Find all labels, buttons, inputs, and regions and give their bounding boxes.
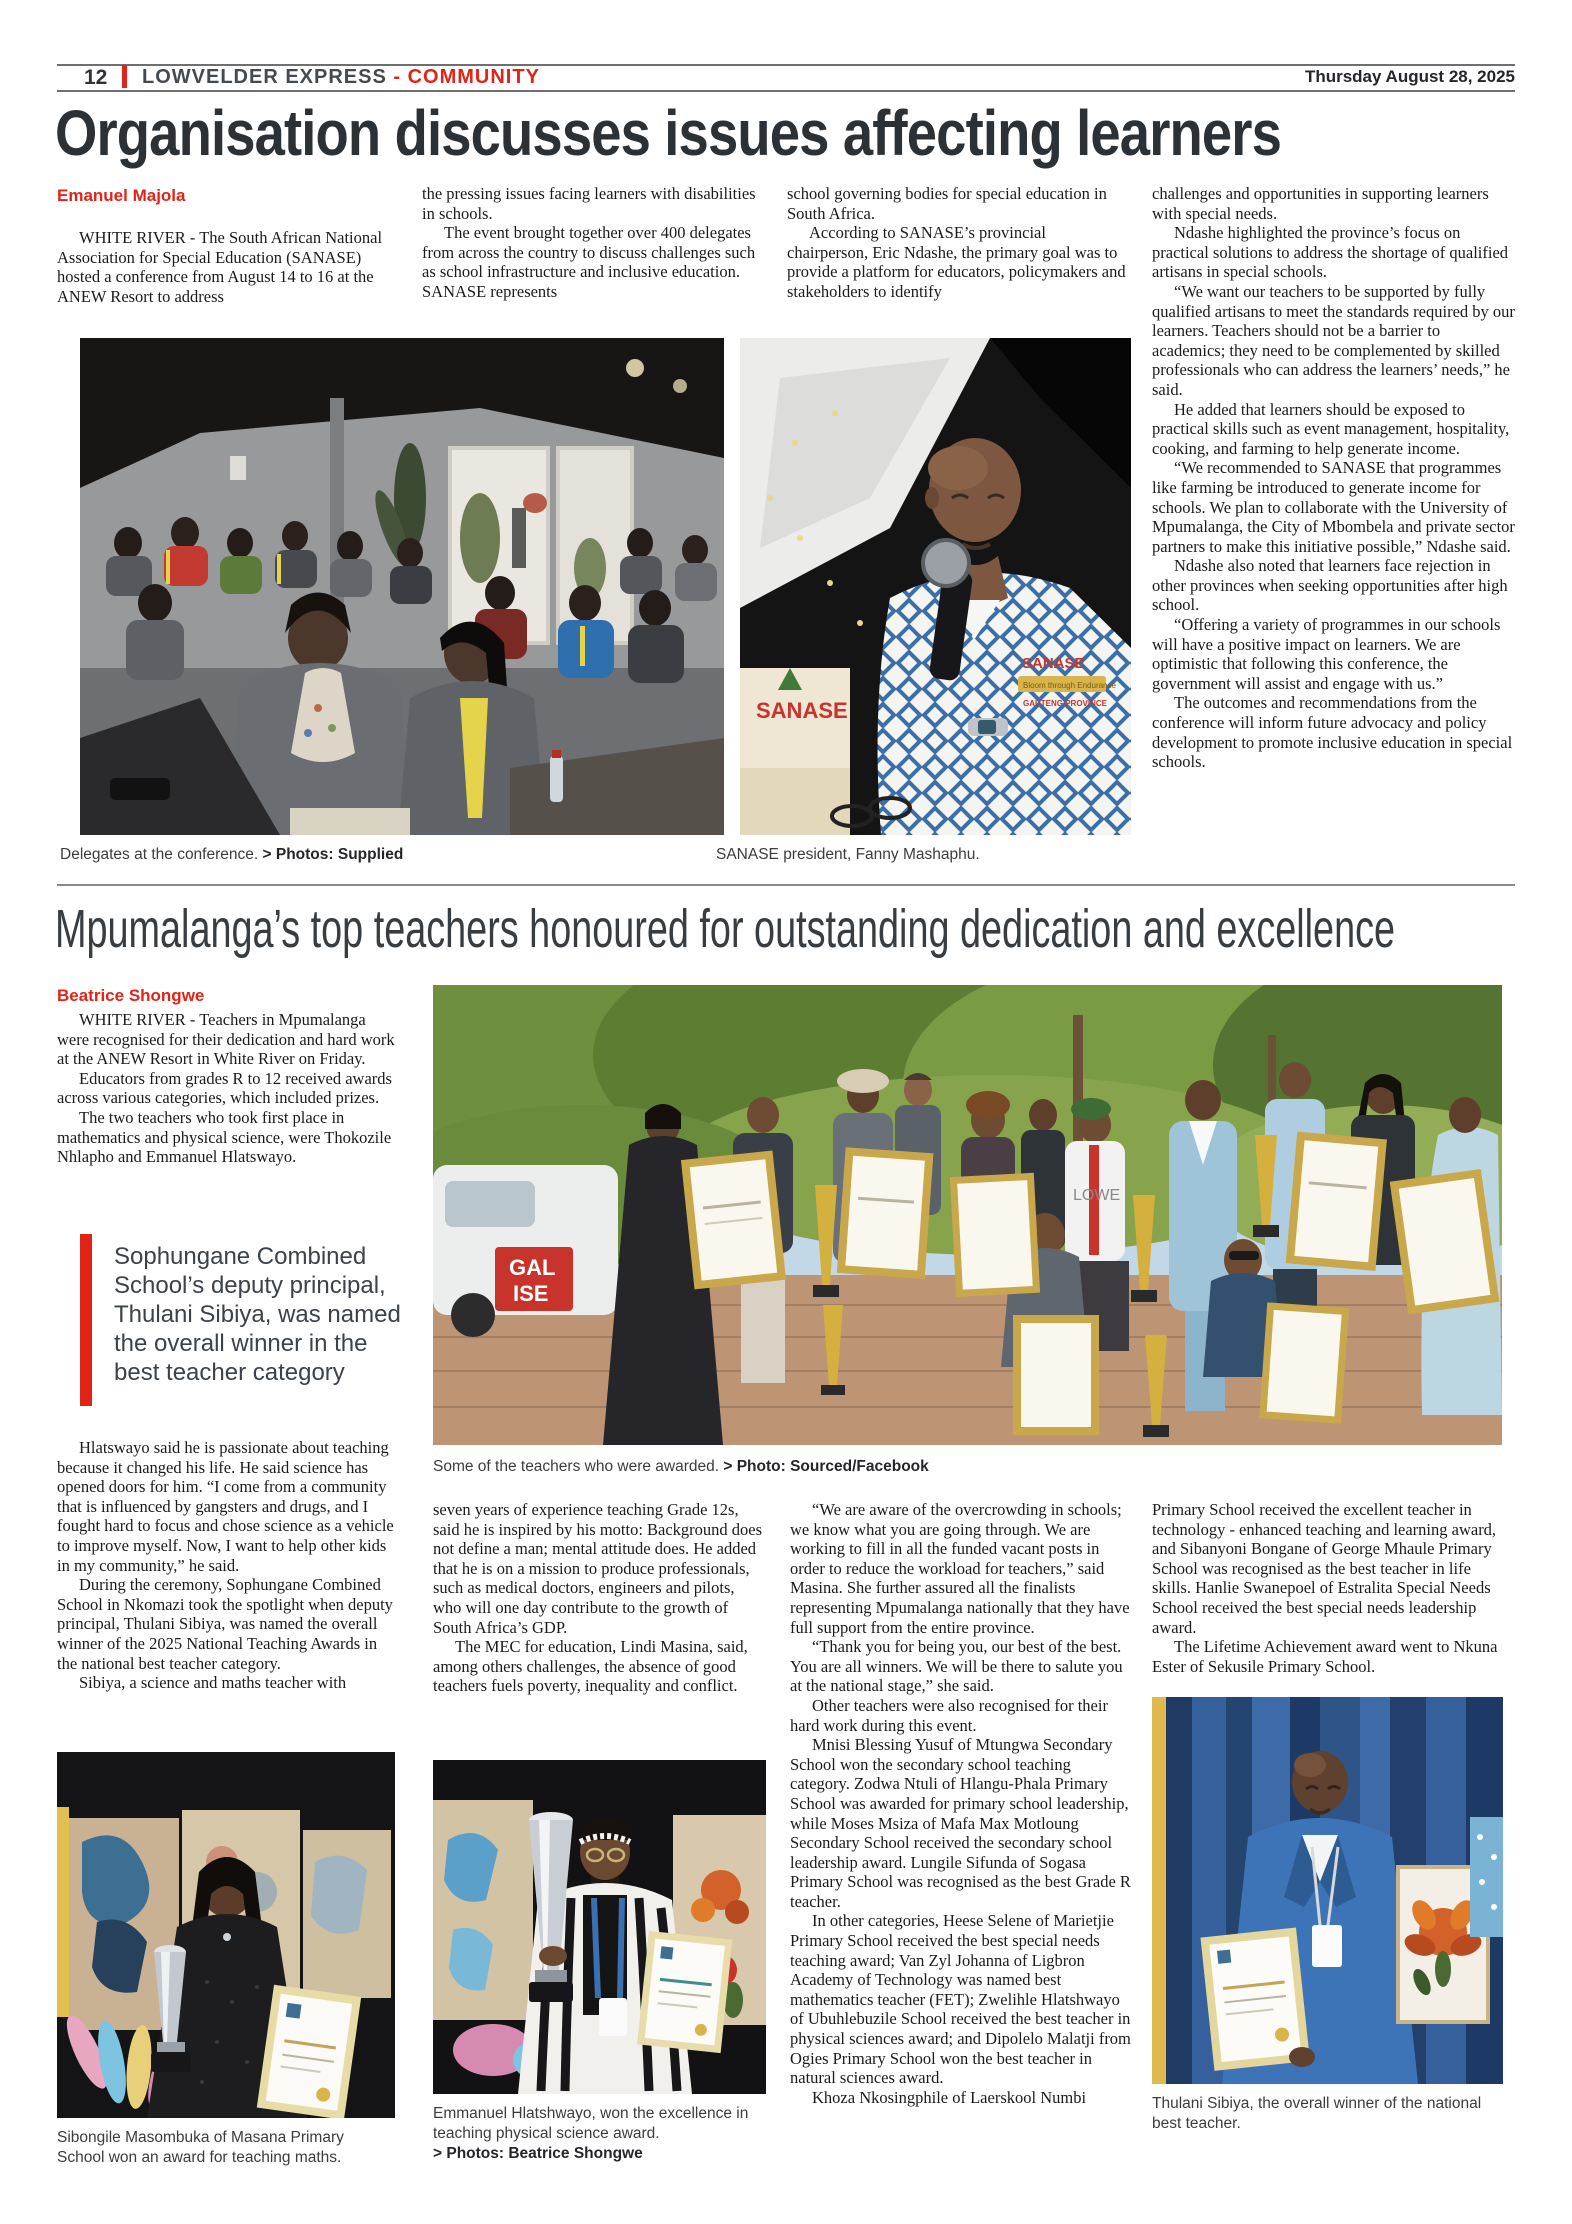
header-red-bar bbox=[122, 65, 127, 88]
sibongile-caption: Sibongile Masombuka of Masana Primary School won an award for teaching maths. bbox=[57, 2129, 344, 2166]
emmanuel-caption bbox=[433, 2104, 766, 2164]
article-separator-rule bbox=[57, 884, 1515, 886]
article2-byline: Beatrice Shongwe bbox=[57, 986, 205, 1005]
article2-column-1a: WHITE RIVER - Teachers in Mpumalanga were recognised for their dedication and hard work at the ANEW Resort in White River on Friday. Educators from grades R to 12 received awards across various categories, which included prizes. The two teachers who took first place in mathematics and physical science, were Thokozile Nhlapho and Emmanuel Hlatswayo. bbox=[57, 1010, 395, 1167]
awarded-teachers-group-photo bbox=[433, 985, 1502, 1445]
article1-photo2-caption: SANASE president, Fanny Mashaphu. bbox=[716, 846, 980, 863]
article1-column-3: school governing bodies for special education in South Africa. According to SANASE’s provincial chairperson, Eric Ndashe, the primary goal was to provide a platform for educators, policymakers and stakeholders to identify bbox=[787, 184, 1126, 301]
caption-text: Some of the teachers who were awarded. bbox=[433, 1458, 724, 1475]
emmanuel-hlatshwayo-photo bbox=[433, 1760, 766, 2094]
thulani-caption: Thulani Sibiya, the overall winner of the national best teacher. bbox=[1152, 2095, 1482, 2132]
pullquote-bar bbox=[80, 1234, 92, 1406]
sanase-banner-text: SANASE bbox=[756, 698, 848, 723]
car-sign-line2: ISE bbox=[513, 1281, 549, 1306]
caption-text: Emmanuel Hlatshwayo, won the excellence in teaching physical science award. bbox=[433, 2105, 749, 2142]
car-sign-line1: GAL bbox=[509, 1255, 556, 1280]
masthead-title: LOWVELDER EXPRESS bbox=[142, 66, 394, 88]
caption-credit: > Photos: Beatrice Shongwe bbox=[433, 2145, 643, 2162]
article2-column-1b: Hlatswayo said he is passionate about teaching because it changed his life. He said science has opened doors for him. “I come from a community that is influenced by gangsters and drugs, and I fought hard to focus and chose science as a vehicle to improve myself. Now, I want to help other kids in my community,” he said. During the ceremony, Sophungane Combined School in Nkomazi took the spotlight when deputy principal, Thulani Sibiya, was named the overall winner of the 2025 National Teaching Awards in the national best teacher category. Sibiya, a science and maths teacher with bbox=[57, 1438, 394, 1693]
pullquote: Sophungane Combined School’s deputy principal, Thulani Sibiya, was named the overall winner in the best teacher category bbox=[114, 1243, 401, 1386]
article1-column-1: WHITE RIVER - The South African National Association for Special Education (SANASE) hosted a conference from August 14 to 16 at the ANEW Resort to address bbox=[57, 228, 383, 306]
article1-column-4: challenges and opportunities in supporting learners with special needs. Ndashe highlighted the province’s focus on practical solutions to address the shortage of qualified artisans in special schools. “We want our teachers to be supported by fully qualified artisans to meet the standards required by our learners. Teachers should not be a barrier to academics; they need to be complemented by skilled professionals who can address the learners’ needs,” he said. He added that learners should be exposed to practical skills such as event management, hospitality, cooking, and farming to help generate income. “We recommended to SANASE that programmes like farming be introduced to generate income for schools. We plan to collaborate with the University of Mpumalanga, the City of Mbombela and private sector partners to make this initiative possible,” Ndashe said. Ndashe also noted that learners face rejection in other provinces when seeking opportunities after high school. “Offering a variety of programmes in our schools will have a positive impact on learners. We are optimistic that following this conference, the government will assist and engage with us.” The outcomes and recommendations from the conference will inform future advocacy and policy development to promote inclusive education in special schools. bbox=[1152, 184, 1515, 772]
caption-text: Delegates at the conference. bbox=[60, 846, 263, 863]
conference-delegates-photo bbox=[80, 338, 724, 835]
article2-headline: Mpumalanga’s top teachers honoured for outstanding dedication and excellence bbox=[55, 899, 1396, 959]
sanase-shirt-logo: SANASE bbox=[1022, 655, 1085, 672]
article2-main-caption bbox=[433, 1457, 1493, 1477]
article2-column-3: “We are aware of the overcrowding in schools; we know what you are going through. We are working to fill in all the funded vacant posts in order to reduce the workload for teachers,” said Masina. She further assured all the finalists representing Mpumalanga nationally that they have full support from the entire province. “Thank you for being you, our best of the best. You are all winners. We will be there to salute you at the national stage,” she said. Other teachers were also recognised for their hard work during this event. Mnisi Blessing Yusuf of Mtungwa Secondary School won the secondary school teaching category. Zodwa Ntuli of Hlangu-Phala Primary School was awarded for primary school leadership, while Moses Msiza of Mafa Max Motloung Secondary School received the secondary school leadership award. Lungile Sifunda of Sogasa Primary School was recognised as the best Grade R teacher. In other categories, Heese Selene of Marietjie Primary School received the best special needs teaching award; Van Zyl Johanna of Ligbron Academy of Technology was named best mathematics teacher (FET); Zwelihle Hlatshwayo of Ubuhlebuzile School received the best teacher in physical sciences award; and Dipolelo Malatji from Ogies Primary School won the best teacher in natural sciences award. Khoza Nkosingphile of Laerskool Numbi bbox=[790, 1500, 1131, 2107]
caption-credit: > Photo: Sourced/Facebook bbox=[723, 1458, 929, 1475]
article1-column-2: the pressing issues facing learners with disabilities in schools. The event brought together over 400 delegates from across the country to discuss challenges such as school infrastructure and inclusive education. SANASE represents bbox=[422, 184, 756, 301]
article1-headline: Organisation discusses issues affecting learners bbox=[55, 97, 1282, 169]
article1-byline: Emanuel Majola bbox=[57, 186, 186, 205]
sanase-shirt-prov: GAUTENG PROVINCE bbox=[1023, 699, 1108, 708]
thulani-sibiya-photo bbox=[1152, 1697, 1503, 2084]
header-bottom-rule bbox=[57, 90, 1515, 92]
article1-photo1-caption bbox=[60, 845, 700, 865]
masthead-section: - COMMUNITY bbox=[393, 66, 540, 88]
tee-logo-text: LOWE bbox=[1073, 1187, 1121, 1204]
article2-column-2: seven years of experience teaching Grade 12s, said he is inspired by his motto: Background does not define a man; mental attitude does. He added that he is on a mission to produce professionals, such as medical doctors, engineers and pilots, who will one day contribute to the growth of South Africa’s GDP. The MEC for education, Lindi Masina, said, among others challenges, the absence of good teachers fuels poverty, inequality and conflict. bbox=[433, 1500, 763, 1696]
sanase-president-photo bbox=[740, 338, 1131, 835]
article2-column-4: Primary School received the excellent teacher in technology - enhanced teaching and learning award, and Sibanyoni Bongane of George Mhaule Primary School was recognised as the best teacher in life skills. Hanlie Swanepoel of Estralita Special Needs School received the best special needs leadership award. The Lifetime Achievement award went to Nkuna Ester of Sekusile Primary School. bbox=[1152, 1500, 1498, 1676]
masthead bbox=[142, 66, 540, 89]
sanase-shirt-sub: Bloom through Endurance bbox=[1023, 681, 1116, 690]
page-number: 12 bbox=[84, 66, 108, 89]
caption-credit: > Photos: Supplied bbox=[262, 846, 404, 863]
dateline: Thursday August 28, 2025 bbox=[1304, 67, 1515, 86]
sibongile-masombuka-photo bbox=[57, 1752, 395, 2118]
